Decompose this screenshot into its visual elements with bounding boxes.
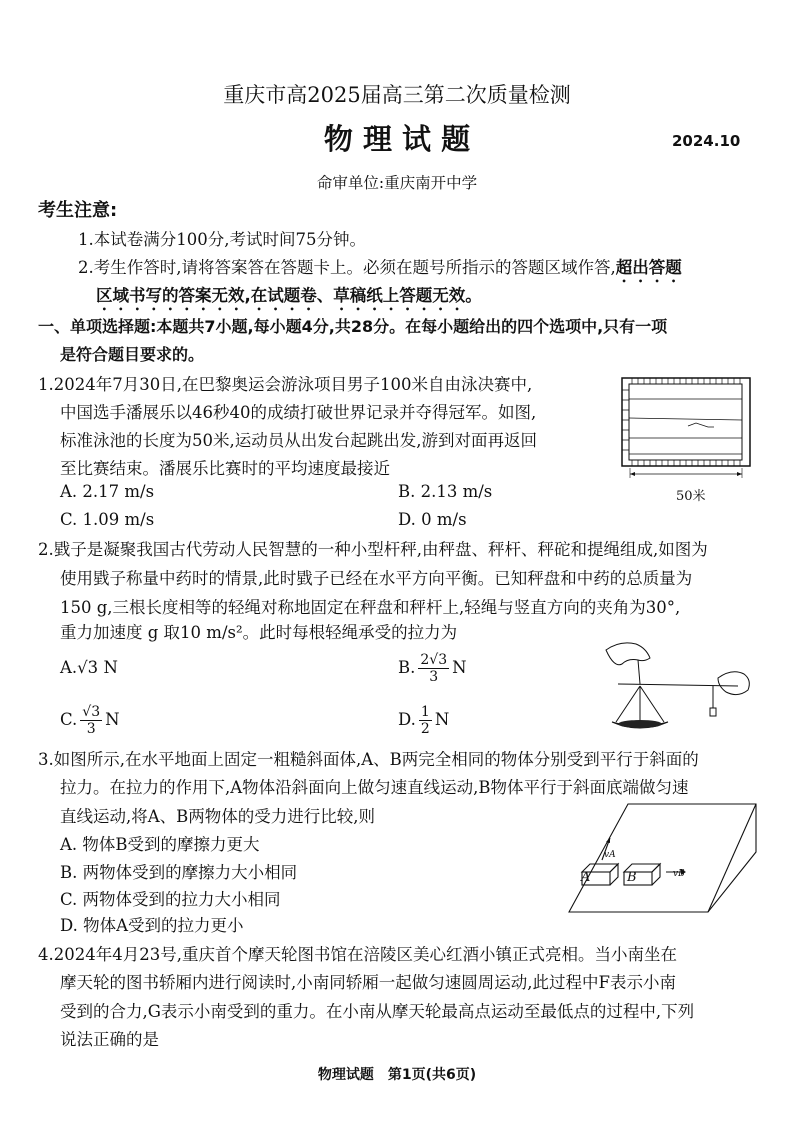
option-unit: N: [434, 710, 450, 729]
q2-option-a: [60, 657, 118, 679]
q2-option-c: [60, 702, 120, 738]
q1-line: 1.2024年7月30日,在巴黎奥运会游泳项目男子100米自由泳决赛中,: [38, 375, 533, 394]
setter-unit: 命审单位:重庆南开中学: [316, 174, 478, 192]
block-a-label: A: [581, 870, 591, 885]
q3-option-a: A. 物体B受到的摩擦力更大: [60, 835, 260, 854]
velocity-b-label: vB: [673, 869, 685, 879]
notice-item-2: [78, 257, 682, 286]
q1-option-c: C. 1.09 m/s: [60, 510, 155, 529]
q2-line: 2.戥子是凝聚我国古代劳动人民智慧的一种小型杆秤,由秤盘、秤杆、秤砣和提绳组成,如图为: [38, 540, 708, 559]
velocity-a-label: vA: [604, 850, 616, 860]
q3-option-c: C. 两物体受到的拉力大小相同: [60, 890, 281, 909]
fraction: [418, 652, 449, 685]
q1-line: 标准泳池的长度为50米,运动员从出发台起跳出发,游到对面再返回: [60, 431, 537, 450]
swimming-pool-figure: [620, 376, 755, 488]
q2-line: 使用戥子称量中药时的情景,此时戥子已经在水平方向平衡。已知秤盘和中药的总质量为: [60, 569, 693, 588]
q4-line: 说法正确的是: [60, 1030, 159, 1049]
section-heading: 一、单项选择题:本题共7小题,每小题4分,共28分。在每小题给出的四个选项中,只有一项: [38, 317, 668, 336]
option-letter: A.: [60, 658, 78, 677]
exam-title: 重庆市高2025届高三第二次质量检测: [223, 83, 571, 107]
page-footer: 物理试题 第1页(共6页): [317, 1067, 477, 1083]
option-letter: C.: [60, 710, 78, 729]
notice-item-2-cont: 区域书写的答案无效,在试题卷、草稿纸上答题无效。: [96, 286, 482, 305]
q3-line: 拉力。在拉力的作用下,A物体沿斜面向上做匀速直线运动,B物体平行于斜面底端做匀速: [60, 778, 689, 797]
q4-line: 受到的合力,G表示小南受到的重力。在小南从摩天轮最高点运动至最低点的过程中,下列: [60, 1002, 695, 1021]
option-letter: B.: [398, 658, 416, 677]
q1-option-d: D. 0 m/s: [398, 510, 467, 529]
denominator: 3: [429, 669, 439, 685]
denominator: 2: [420, 721, 430, 737]
fraction: [419, 704, 432, 737]
fraction: [80, 704, 102, 737]
q4-line: 摩天轮的图书轿厢内进行阅读时,小南同轿厢一起做匀速圆周运动,此过程中F表示小南: [60, 973, 676, 992]
q3-option-d: D. 物体A受到的拉力更小: [60, 916, 244, 935]
q2-option-d: [398, 702, 449, 738]
notice-item-1: 1.本试卷满分100分,考试时间75分钟。: [78, 230, 366, 249]
option-letter: D.: [398, 710, 416, 729]
exam-date: 2024.10: [672, 132, 741, 150]
numerator: √3: [82, 704, 101, 720]
option-unit: N: [105, 710, 120, 729]
subject-title: 物 理 试 题: [323, 122, 471, 156]
numerator: 1: [420, 704, 430, 720]
denominator: 3: [86, 721, 96, 737]
numerator: 2√3: [420, 652, 448, 668]
q1-line: 至比赛结束。潘展乐比赛时的平均速度最接近: [60, 459, 390, 478]
notice-heading: 考生注意:: [38, 200, 118, 221]
steelyard-scale-figure: [598, 640, 763, 745]
option-unit: N: [452, 658, 467, 677]
q2-line: 150 g,三根长度相等的轻绳对称地固定在秤盘和秤杆上,轻绳与竖直方向的夹角为30°,: [60, 598, 681, 617]
section-heading-cont: 是符合题目要求的。: [60, 345, 205, 364]
incline-figure: [566, 800, 762, 916]
q2-option-b: [398, 650, 467, 686]
q1-line: 中国选手潘展乐以46秒40的成绩打破世界记录并夺得冠军。如图,: [60, 403, 537, 422]
q3-option-b: B. 两物体受到的摩擦力大小相同: [60, 863, 298, 882]
option-value: √3: [77, 658, 99, 677]
q1-option-a: A. 2.17 m/s: [60, 482, 155, 501]
notice-item-2-text: 2.考生作答时,请将答案答在答题卡上。必须在题号所指示的答题区域作答,: [78, 258, 616, 277]
option-unit: N: [103, 658, 118, 677]
q3-line: 3.如图所示,在水平地面上固定一粗糙斜面体,A、B两完全相同的物体分别受到平行于斜面的: [38, 750, 699, 769]
q2-line: 重力加速度 g 取10 m/s²。此时每根轻绳承受的拉力为: [60, 623, 458, 642]
pool-length-label: 50米: [676, 489, 706, 504]
q1-option-b: B. 2.13 m/s: [398, 482, 493, 501]
q3-line: 直线运动,将A、B两物体的受力进行比较,则: [60, 807, 376, 826]
block-b-label: B: [627, 870, 637, 885]
notice-emphasis: 超出答题: [615, 258, 682, 277]
q4-line: 4.2024年4月23号,重庆首个摩天轮图书馆在涪陵区美心红酒小镇正式亮相。当小南坐在: [38, 945, 677, 964]
